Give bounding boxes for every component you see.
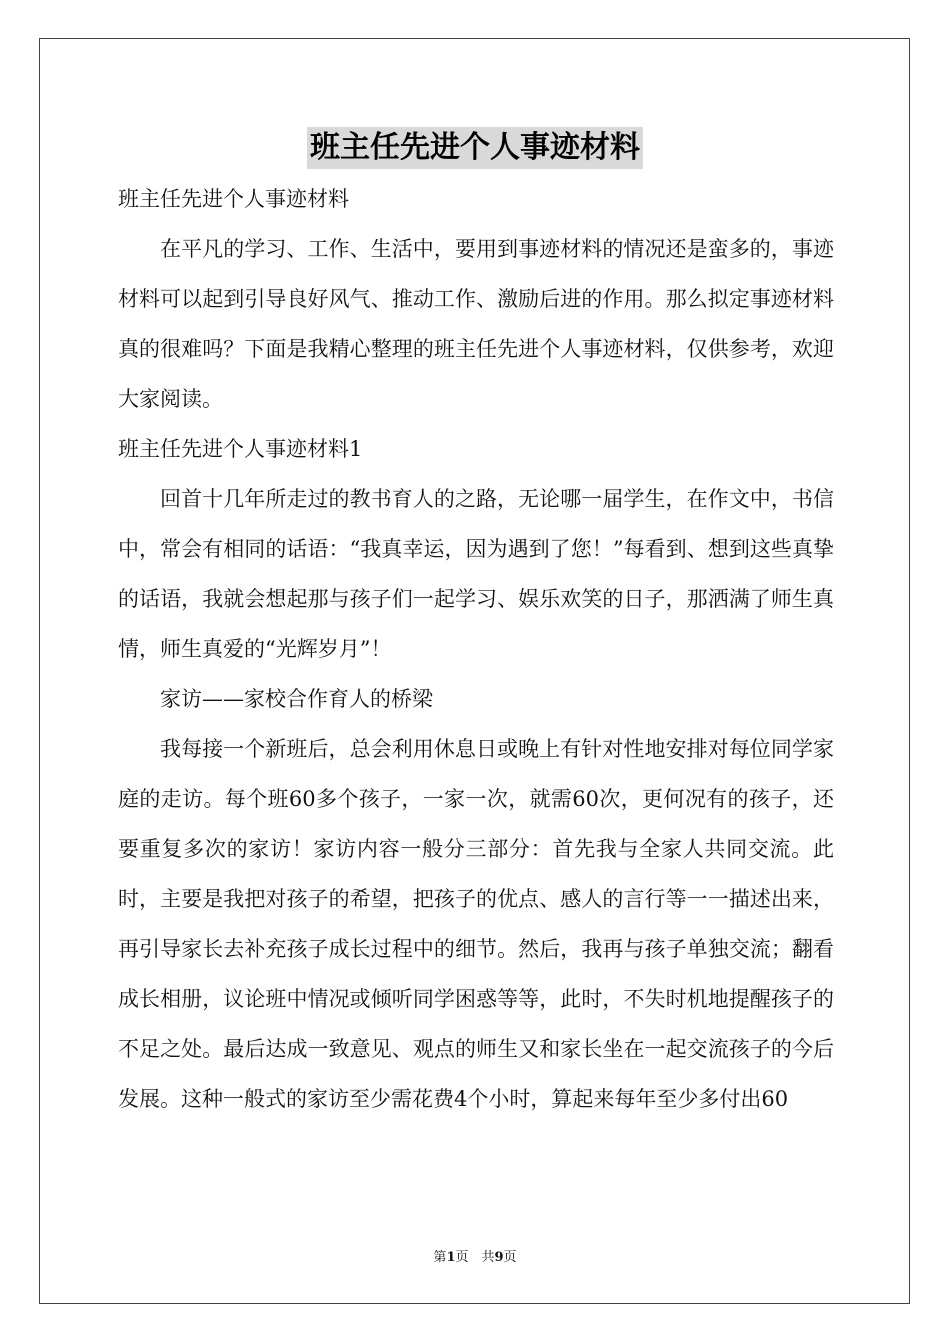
footer-prefix: 第 bbox=[433, 1250, 447, 1265]
document-title: 班主任先进个人事迹材料 bbox=[307, 127, 643, 169]
intro-paragraph: 在平凡的学习、工作、生活中，要用到事迹材料的情况还是蛮多的，事迹材料可以起到引导良好风气、推动工作、激励后进的作用。那么拟定事迹材料真的很难吗？下面是我精心整理的班主任先进个人事迹材料，仅供参考，欢迎大家阅读。 bbox=[118, 237, 834, 411]
footer-suffix: 页 bbox=[503, 1250, 517, 1265]
total-page-number: 9 bbox=[494, 1250, 504, 1265]
footer-mid: 页 共 bbox=[455, 1250, 495, 1265]
document-body bbox=[118, 174, 834, 1124]
sub-heading: 家访——家校合作育人的桥梁 bbox=[160, 687, 433, 711]
title-container bbox=[0, 127, 950, 169]
body-paragraph-2: 我每接一个新班后，总会利用休息日或晚上有针对性地安排对每位同学家庭的走访。每个班60多个孩子，一家一次，就需60次，更何况有的孩子，还要重复多次的家访！家访内容一般分三部分：首先我与全家人共同交流。此时，主要是我把对孩子的希望，把孩子的优点、感人的言行等一一描述出来，再引导家长去补充孩子成长过程中的细节。然后，我再与孩子单独交流；翻看成长相册，议论班中情况或倾听同学困惑等等，此时，不失时机地提醒孩子的不足之处。最后达成一致意见、观点的师生又和家长坐在一起交流孩子的今后发展。这种一般式的家访至少需花费4个小时，算起来每年至少多付出60 bbox=[118, 737, 834, 1111]
page-footer bbox=[0, 1246, 950, 1265]
section-heading: 班主任先进个人事迹材料1 bbox=[118, 437, 363, 461]
document-subtitle: 班主任先进个人事迹材料 bbox=[118, 187, 349, 211]
body-paragraph-1: 回首十几年所走过的教书育人的之路，无论哪一届学生，在作文中，书信中，常会有相同的话语：“我真幸运，因为遇到了您！”每看到、想到这些真挚的话语，我就会想起那与孩子们一起学习、娱乐欢笑的日子，那洒满了师生真情，师生真爱的“光辉岁月”！ bbox=[118, 487, 834, 661]
current-page-number: 1 bbox=[446, 1250, 456, 1265]
